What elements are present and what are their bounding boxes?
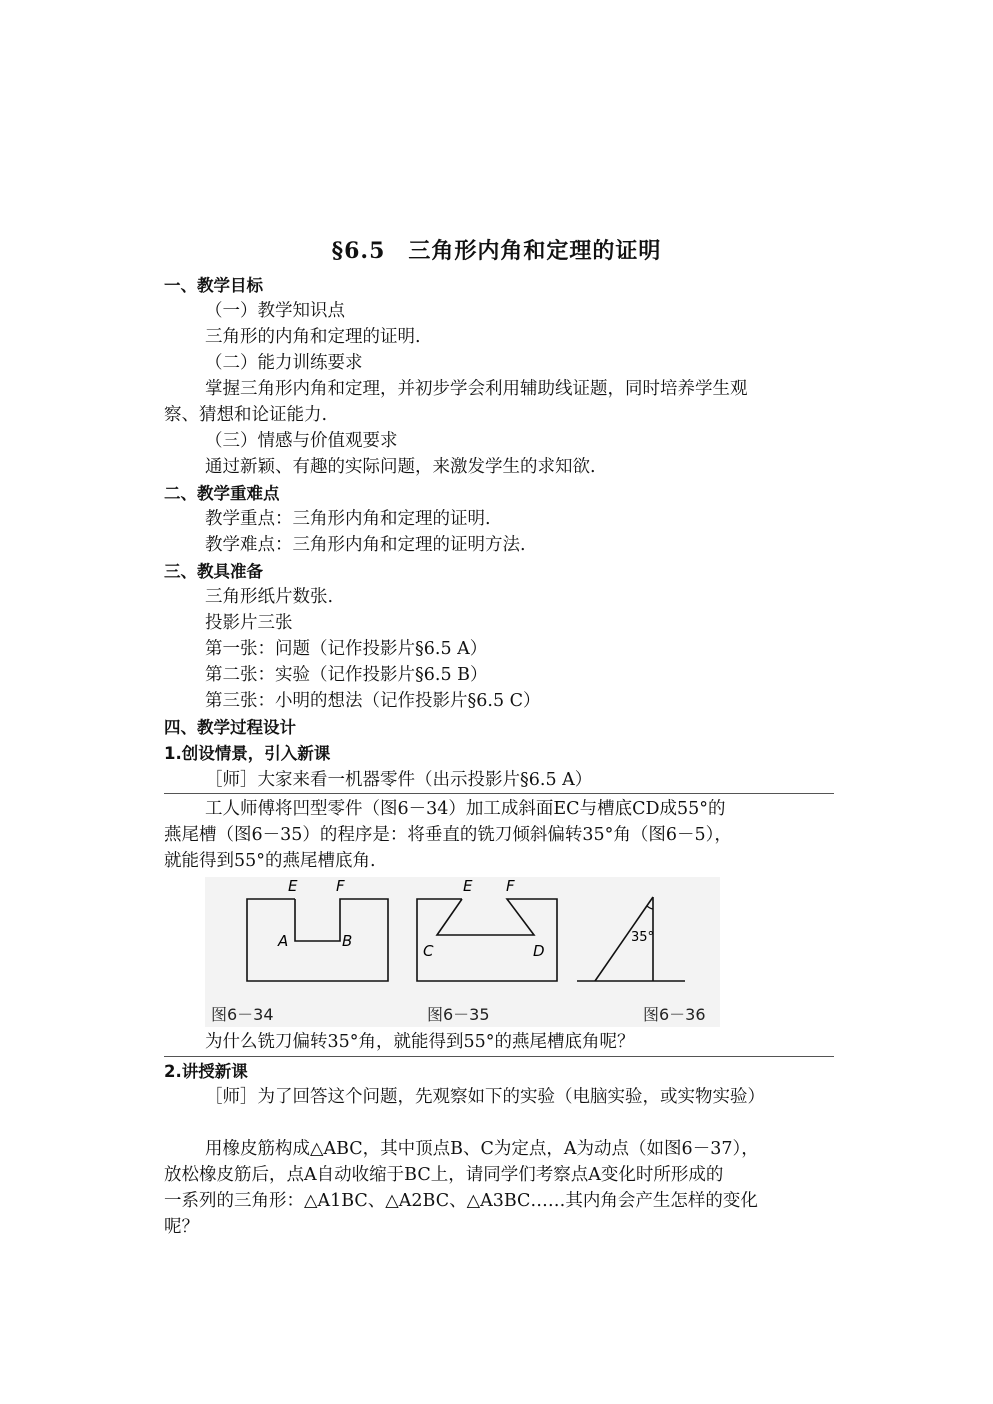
subheading-values: （三）情感与价值观要求 xyxy=(205,431,398,451)
angle-label: 35° xyxy=(631,930,655,945)
paragraph: ［师］大家来看一机器零件（出示投影片§6.5 A） xyxy=(205,770,593,790)
paragraph: 教学重点：三角形内角和定理的证明. xyxy=(205,509,491,529)
list-item: 第一张：问题（记作投影片§6.5 A） xyxy=(205,639,488,659)
caption-fig-6-35: 图6－35 xyxy=(427,1005,490,1024)
page-title: §6.5 三角形内角和定理的证明 xyxy=(331,238,662,264)
figure-group xyxy=(205,877,720,1027)
label-e: E xyxy=(288,877,298,895)
paragraph: 察、猜想和论证能力. xyxy=(164,405,328,425)
paragraph: 三角形的内角和定理的证明. xyxy=(205,327,421,347)
subheading-ability: （二）能力训练要求 xyxy=(205,353,363,373)
paragraph-question: 为什么铣刀偏转35°角，就能得到55°的燕尾槽底角呢？ xyxy=(205,1032,635,1052)
label-f: F xyxy=(336,877,345,895)
paragraph: 呢？ xyxy=(164,1217,199,1237)
section-heading-objectives: 一、教学目标 xyxy=(164,276,263,295)
section-heading-process: 四、教学过程设计 xyxy=(164,718,296,737)
step-heading-intro: 1.创设情景，引入新课 xyxy=(164,744,331,763)
step-heading-new-lesson: 2.讲授新课 xyxy=(164,1062,248,1081)
label-a: A xyxy=(278,932,289,950)
paragraph: 掌握三角形内角和定理，并初步学会利用辅助线证题，同时培养学生观 xyxy=(205,379,748,399)
caption-fig-6-36: 图6－36 xyxy=(643,1005,706,1024)
paragraph: 通过新颖、有趣的实际问题，来激发学生的求知欲. xyxy=(205,457,596,477)
figures-svg xyxy=(205,877,720,1027)
paragraph: 教学难点：三角形内角和定理的证明方法. xyxy=(205,535,526,555)
list-item: 第二张：实验（记作投影片§6.5 B） xyxy=(205,665,488,685)
label-e: E xyxy=(463,877,473,895)
subheading-knowledge: （一）教学知识点 xyxy=(205,301,345,321)
paragraph: 工人师傅将凹型零件（图6－34）加工成斜面EC与槽底CD成55°的 xyxy=(205,799,726,819)
section-heading-key-points: 二、教学重难点 xyxy=(164,484,280,503)
caption-fig-6-34: 图6－34 xyxy=(211,1005,274,1024)
horizontal-rule xyxy=(164,793,834,794)
paragraph: 燕尾槽（图6－35）的程序是：将垂直的铣刀倾斜偏转35°角（图6－5）， xyxy=(164,825,732,845)
label-f: F xyxy=(506,877,515,895)
list-item: 三角形纸片数张. xyxy=(205,587,334,607)
paragraph: 用橡皮筋构成△ABC，其中顶点B、C为定点，A为动点（如图6－37）， xyxy=(205,1139,759,1159)
label-c: C xyxy=(423,942,434,960)
horizontal-rule xyxy=(164,1056,834,1057)
label-d: D xyxy=(533,942,545,960)
section-heading-materials: 三、教具准备 xyxy=(164,562,263,581)
list-item: 第三张：小明的想法（记作投影片§6.5 C） xyxy=(205,691,541,711)
paragraph: 就能得到55°的燕尾槽底角. xyxy=(164,851,376,871)
paragraph: 一系列的三角形：△A1BC、△A2BC、△A3BC……其内角会产生怎样的变化 xyxy=(164,1191,758,1211)
label-b: B xyxy=(342,932,353,950)
paragraph: 放松橡皮筋后，点A自动收缩于BC上，请同学们考察点A变化时所形成的 xyxy=(164,1165,724,1185)
paragraph: ［师］为了回答这个问题，先观察如下的实验（电脑实验，或实物实验） xyxy=(205,1087,765,1107)
list-item: 投影片三张 xyxy=(205,613,293,633)
